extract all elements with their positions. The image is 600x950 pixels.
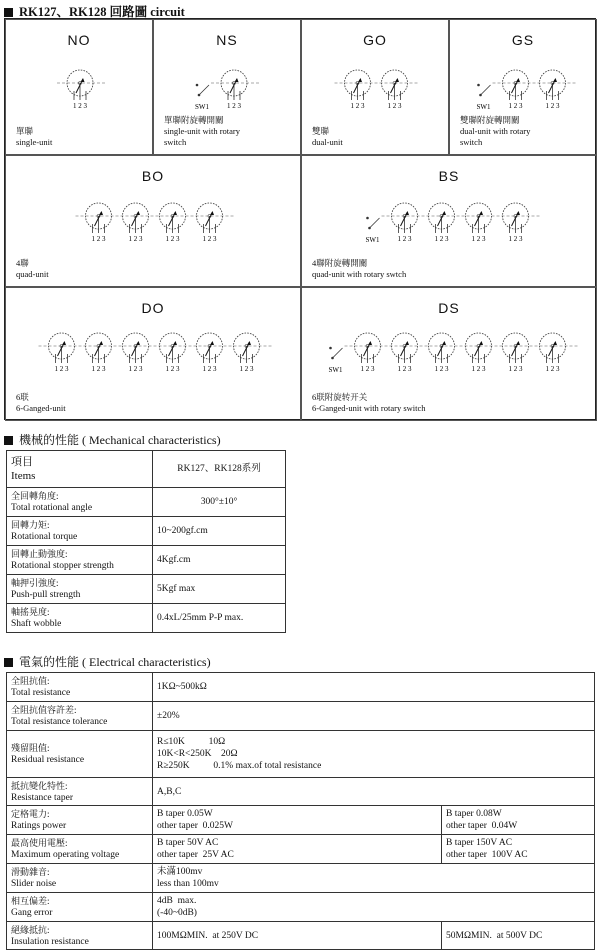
pin-label: 1 2 3 bbox=[54, 365, 69, 373]
pin-label: 1 2 3 bbox=[387, 102, 402, 110]
pin-label: 1 2 3 bbox=[165, 235, 180, 243]
potentiometer-symbol bbox=[123, 333, 149, 373]
circuit-cell-bo bbox=[5, 155, 301, 287]
sw-label: SW1 bbox=[365, 236, 380, 244]
potentiometer-symbol bbox=[540, 70, 566, 110]
sw-label: SW1 bbox=[195, 103, 209, 111]
table-row: 全回轉角度: Total rotational angle 300°±10° bbox=[7, 488, 286, 517]
potentiometer-symbol bbox=[429, 333, 455, 373]
circuit-code: GS bbox=[511, 32, 535, 48]
circuit-caption: 6联附旋转开关 6-Ganged-unit with rotary switch bbox=[312, 392, 426, 413]
circuit-code: BS bbox=[438, 168, 460, 184]
circuit-code: GO bbox=[363, 32, 387, 48]
circuit-code: BO bbox=[141, 168, 165, 184]
potentiometer-symbol bbox=[197, 333, 223, 373]
mechanical-heading: 機械的性能 ( Mechanical characteristics) bbox=[4, 431, 221, 448]
pin-label: 1 2 3 bbox=[128, 365, 143, 373]
table-row: 軸搖晃度: Shaft wobble 0.4xL/25mm P-P max. bbox=[7, 604, 286, 633]
table-row: 絕緣抵抗: Insulation resistance 100MΩMIN. at 250V DC 50MΩMIN. at 500V DC bbox=[7, 922, 595, 950]
pin-label: 1 2 3 bbox=[73, 102, 87, 110]
rotary-switch-symbol bbox=[329, 347, 344, 374]
potentiometer-symbol bbox=[67, 70, 93, 110]
electrical-value: B taper 50V AC other taper 25V AC bbox=[153, 835, 442, 864]
potentiometer-symbol bbox=[503, 203, 529, 243]
pin-label: 1 2 3 bbox=[165, 365, 180, 373]
pin-label: 1 2 3 bbox=[91, 235, 106, 243]
pin-label: 1 2 3 bbox=[128, 235, 143, 243]
potentiometer-symbol bbox=[345, 70, 371, 110]
electrical-value-alt: 50MΩMIN. at 500V DC bbox=[442, 922, 595, 950]
potentiometer-symbol bbox=[234, 333, 260, 373]
electrical-table bbox=[6, 672, 595, 950]
table-row: 相互偏差: Gang error 4dB max. (-40~0dB) bbox=[7, 893, 595, 922]
circuit-heading: RK127、RK128 回路圖 circuit bbox=[4, 2, 185, 20]
pin-label: 1 2 3 bbox=[202, 365, 217, 373]
pin-label: 1 2 3 bbox=[91, 365, 106, 373]
circuit-cell-ds bbox=[301, 287, 597, 421]
circuit-cell-no bbox=[5, 19, 153, 155]
pin-label: 1 2 3 bbox=[508, 102, 523, 110]
mechanical-value: 4Kgf.cm bbox=[153, 546, 286, 575]
potentiometer-symbol bbox=[86, 203, 112, 243]
table-row: 全阻抗值: Total resistance 1KΩ~500kΩ bbox=[7, 673, 595, 702]
table-row: 滑動雜音: Slider noise 未滿100mv less than 100mv bbox=[7, 864, 595, 893]
electrical-value-alt: B taper 150V AC other taper 100V AC bbox=[442, 835, 595, 864]
pin-label: 1 2 3 bbox=[397, 365, 412, 373]
potentiometer-symbol bbox=[197, 203, 223, 243]
pin-label: 1 2 3 bbox=[227, 102, 241, 110]
circuit-panel bbox=[4, 18, 596, 420]
mechanical-value: 300°±10° bbox=[153, 488, 286, 517]
table-row: 回轉力矩: Rotational torque 10~200gf.cm bbox=[7, 517, 286, 546]
circuit-caption: 雙聯 dual-unit bbox=[312, 126, 343, 147]
rotary-switch-symbol bbox=[195, 84, 210, 111]
circuit-code: NS bbox=[216, 32, 238, 48]
potentiometer-symbol bbox=[160, 333, 186, 373]
electrical-value: 未滿100mv less than 100mv bbox=[153, 864, 595, 893]
circuit-code: DO bbox=[141, 300, 165, 316]
sw-label: SW1 bbox=[328, 366, 343, 374]
sw-label: SW1 bbox=[476, 103, 491, 111]
potentiometer-symbol bbox=[503, 333, 529, 373]
electrical-value: 1KΩ~500kΩ bbox=[153, 673, 595, 702]
potentiometer-symbol bbox=[503, 70, 529, 110]
pin-label: 1 2 3 bbox=[202, 235, 217, 243]
electrical-heading: 電氣的性能 ( Electrical characteristics) bbox=[4, 653, 211, 670]
table-row: 定格電力: Ratings power B taper 0.05W other taper 0.025W B taper 0.08W other taper 0.04W bbox=[7, 806, 595, 835]
circuit-caption: 4聯附旋轉開關 quad-unit with rotary swtch bbox=[312, 258, 407, 279]
potentiometer-symbol bbox=[466, 333, 492, 373]
table-row: 軸押引強度: Push-pull strength 5Kgf max bbox=[7, 575, 286, 604]
circuit-cell-go bbox=[301, 19, 449, 155]
pin-label: 1 2 3 bbox=[471, 365, 486, 373]
pin-label: 1 2 3 bbox=[397, 235, 412, 243]
potentiometer-symbol bbox=[160, 203, 186, 243]
circuit-code: NO bbox=[67, 32, 91, 48]
electrical-value-alt: B taper 0.08W other taper 0.04W bbox=[442, 806, 595, 835]
mechanical-value: 10~200gf.cm bbox=[153, 517, 286, 546]
pin-label: 1 2 3 bbox=[508, 365, 523, 373]
pin-label: 1 2 3 bbox=[434, 365, 449, 373]
electrical-value: A,B,C bbox=[153, 778, 595, 806]
electrical-value: 4dB max. (-40~0dB) bbox=[153, 893, 595, 922]
circuit-cell-do bbox=[5, 287, 301, 421]
electrical-value: 100MΩMIN. at 250V DC bbox=[153, 922, 442, 950]
circuit-caption: 單聯附旋轉開關 single-unit with rotary switch bbox=[164, 115, 241, 147]
pin-label: 1 2 3 bbox=[239, 365, 254, 373]
circuit-caption: 單聯 single-unit bbox=[16, 126, 53, 147]
table-row: 抵抗變化特性: Resistance taper A,B,C bbox=[7, 778, 595, 806]
potentiometer-symbol bbox=[540, 333, 566, 373]
table-row: 項目 Items RK127、RK128系列 bbox=[7, 451, 286, 488]
potentiometer-symbol bbox=[86, 333, 112, 373]
pin-label: 1 2 3 bbox=[360, 365, 375, 373]
potentiometer-symbol bbox=[466, 203, 492, 243]
pin-label: 1 2 3 bbox=[350, 102, 365, 110]
potentiometer-symbol bbox=[355, 333, 381, 373]
table-row: 殘留阻值: Residual resistance R≤10K 10Ω 10K<R<250K 20Ω R≥250K 0.1% max.of total resistance bbox=[7, 731, 595, 778]
circuit-cell-gs bbox=[449, 19, 597, 155]
circuit-cell-bs bbox=[301, 155, 597, 287]
potentiometer-symbol bbox=[221, 70, 247, 110]
rotary-switch-symbol bbox=[366, 217, 381, 244]
electrical-value: R≤10K 10Ω 10K<R<250K 20Ω R≥250K 0.1% max.of total resistance bbox=[153, 731, 595, 778]
potentiometer-symbol bbox=[429, 203, 455, 243]
circuit-code: DS bbox=[438, 300, 460, 316]
potentiometer-symbol bbox=[123, 203, 149, 243]
mechanical-table bbox=[6, 450, 286, 633]
table-row: 回轉止動強度: Rotational stopper strength 4Kgf.cm bbox=[7, 546, 286, 575]
mechanical-value: 5Kgf max bbox=[153, 575, 286, 604]
electrical-value: ±20% bbox=[153, 702, 595, 731]
pin-label: 1 2 3 bbox=[545, 102, 560, 110]
pin-label: 1 2 3 bbox=[508, 235, 523, 243]
mechanical-value: 0.4xL/25mm P-P max. bbox=[153, 604, 286, 633]
table-row: 全阻抗值容許差: Total resistance tolerance ±20% bbox=[7, 702, 595, 731]
potentiometer-symbol bbox=[49, 333, 75, 373]
circuit-caption: 雙聯附旋轉開關 dual-unit with rotary switch bbox=[460, 115, 531, 147]
circuit-caption: 6联 6-Ganged-unit bbox=[16, 392, 66, 413]
pin-label: 1 2 3 bbox=[545, 365, 560, 373]
pin-label: 1 2 3 bbox=[434, 235, 449, 243]
potentiometer-symbol bbox=[382, 70, 408, 110]
potentiometer-schematic bbox=[6, 156, 301, 287]
circuit-caption: 4聯 quad-unit bbox=[16, 258, 49, 279]
table-row: 最高使用電壓: Maximum operating voltage B taper 50V AC other taper 25V AC B taper 150V AC other taper 100V AC bbox=[7, 835, 595, 864]
potentiometer-symbol bbox=[392, 203, 418, 243]
circuit-cell-ns bbox=[153, 19, 301, 155]
electrical-value: B taper 0.05W other taper 0.025W bbox=[153, 806, 442, 835]
rotary-switch-symbol bbox=[477, 84, 492, 111]
potentiometer-symbol bbox=[392, 333, 418, 373]
pin-label: 1 2 3 bbox=[471, 235, 486, 243]
